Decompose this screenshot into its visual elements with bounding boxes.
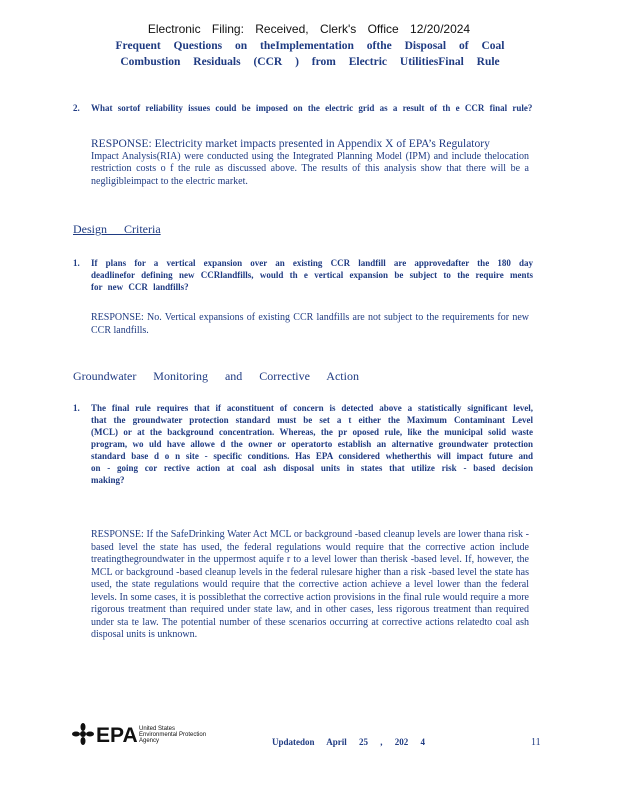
response-2 (91, 138, 529, 188)
question-number: 1. (73, 403, 80, 413)
epa-flower-icon (72, 723, 222, 745)
response-body: Impact Analysis(RIA) were conducted using the Integrated Planning Model (IPM) and include thelocation restriction costs o f the rule as discussed above. The results of this analysis show that there will be a negligibleimpact to the electric market. (91, 150, 529, 187)
section-heading-design-criteria: Design Criteria (73, 222, 161, 236)
groundwater-question-1 (73, 402, 533, 486)
question-2 (73, 102, 533, 114)
design-response-1: RESPONSE: No. Vertical expansions of existing CCR landfills are not subject to the requirements for new CCR landfills. (91, 312, 529, 336)
page-number: 11 (531, 737, 541, 748)
groundwater-response-1: RESPONSE: If the SafeDrinking Water Act MCL or background -based cleanup levels are lower thana risk -based level the state has used, the federal regulations would require that the corrective action include treatingthegroundwater in the uppermost aquife r to a level lower than therisk -based level. If, however, the MCL or background -based cleanup levels in the federal rulesare higher than a risk -based level the state has used, the state regulations would require that the corrective action achieve a level lower than the federal levels. In some cases, it is possiblethat the corrective action provisions in the final rule would require a more rigorous treatment than required under state law, and in other cases, less rigorous treatment than required under sta te law. The potential number of these scenarios occurring at corrective actions relatedto coal ash disposal units is unknown. (91, 529, 529, 640)
svg-text:United States: United States (139, 726, 176, 732)
title-line-2: Combustion Residuals (CCR ) from Electric UtilitiesFinal Rule (120, 56, 500, 68)
svg-text:Agency: Agency (139, 738, 160, 744)
question-text: The final rule requires that if aconstituent of concern is detected above a statistically significant level, that the groundwater protection standard must be set a t either the Maximum Contaminant Level (MCL) or at the background concentration. Whereas, the pr oposed rule, like the municipal solid waste program, wo uld have allowe d the owner or operatorto establish an alternative groundwater protection standard base d o n site - specific conditions. Has EPA considered whetherthis will impact future and on - going cor rective action at coal ash disposal units in states that utilize risk - based decision making? (91, 403, 533, 485)
design-question-1 (73, 257, 533, 293)
epa-logo-text: EPA (96, 724, 138, 745)
question-number: 2. (73, 103, 80, 113)
question-number: 1. (73, 258, 80, 268)
epa-logo (72, 723, 222, 745)
svg-text:Environmental Protection: Environmental Protection (139, 732, 207, 738)
title-line-1: Frequent Questions on theImplementation ofthe Disposal of Coal (115, 40, 505, 52)
footer-updated-date: Updatedon April 25 , 202 4 (272, 737, 426, 747)
section-heading-groundwater: Groundwater Monitoring and Corrective Action (73, 369, 359, 383)
question-text: What sortof reliability issues could be imposed on the electric grid as a result of th e CCR final rule? (91, 103, 533, 113)
document-title (90, 38, 530, 70)
response-lead: RESPONSE: Electricity market impacts presented in Appendix X of EPA’s Regulatory (91, 138, 490, 150)
question-text: If plans for a vertical expansion over an existing CCR landfill are approvedafter the 180 day deadlinefor defining new CCRlandfills, would th e vertical expansion be subject to the require ments for new CCR landfills? (91, 258, 533, 292)
filing-stamp: Electronic Filing: Received, Clerk's Office 12/20/2024 (147, 22, 471, 36)
